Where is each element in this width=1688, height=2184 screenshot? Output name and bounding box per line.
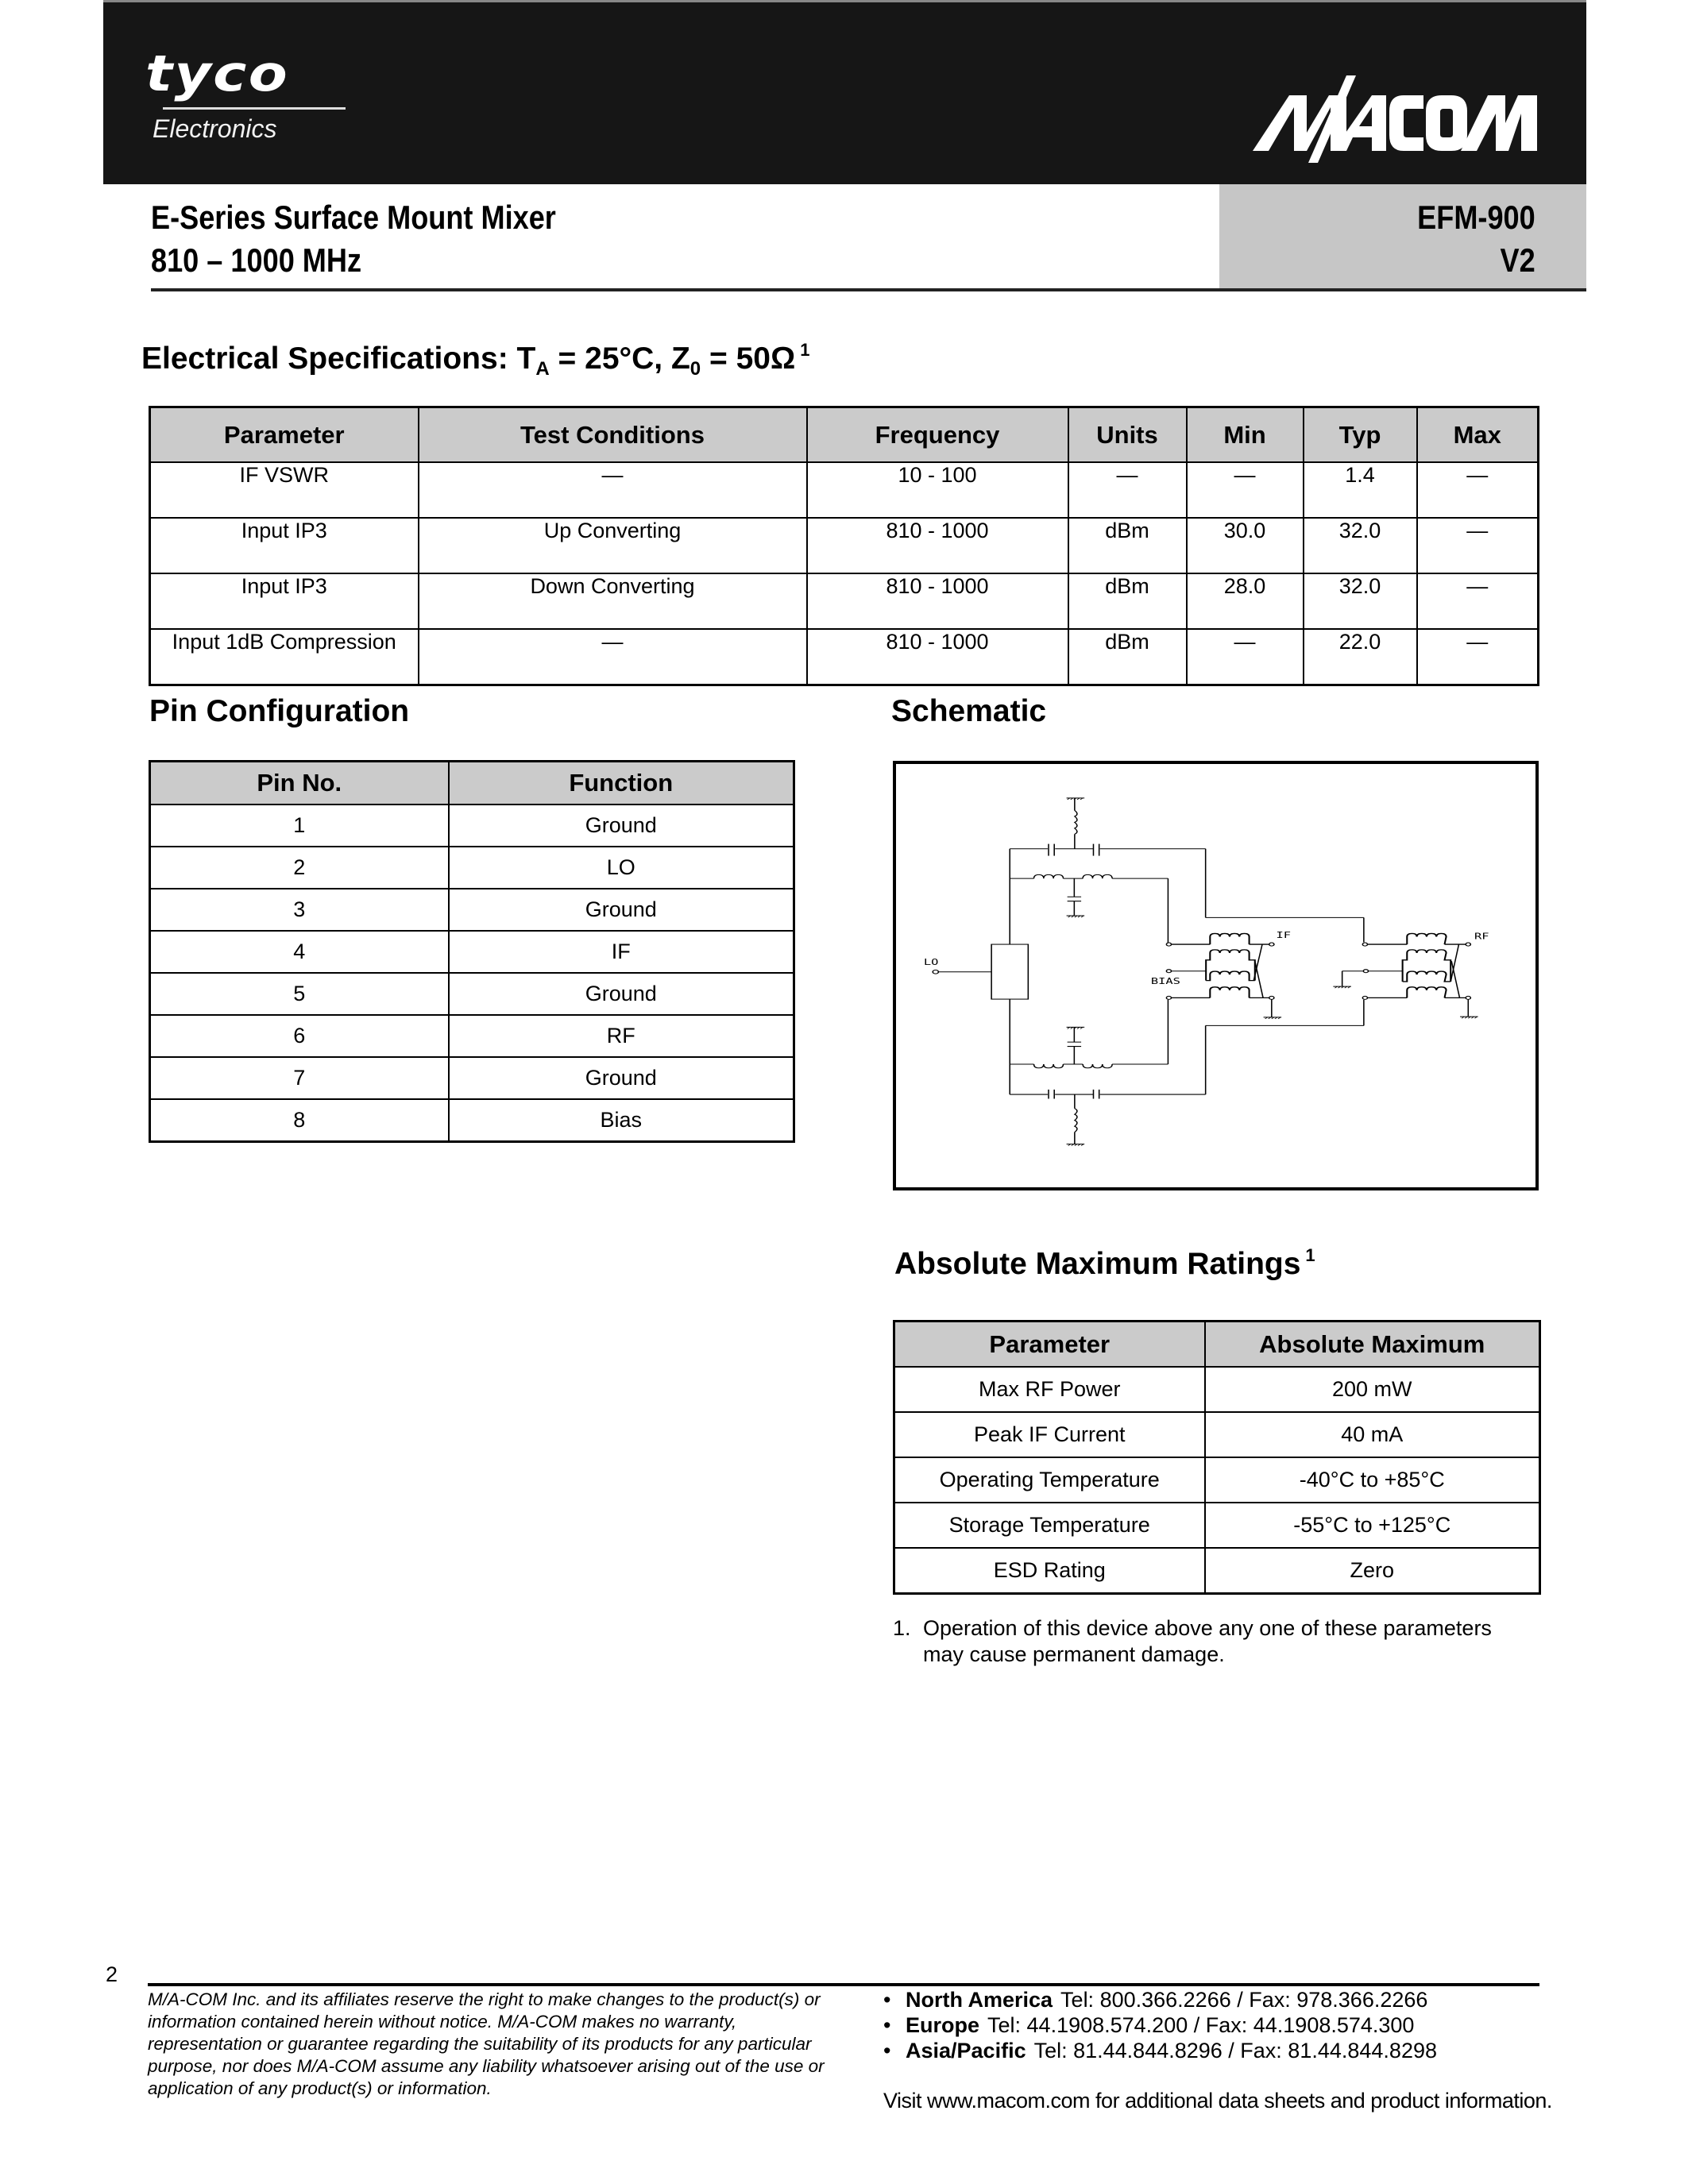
contact-item: [883, 2038, 1437, 2063]
footer-divider: [148, 1983, 1539, 1986]
pin-number: 5: [150, 973, 449, 1015]
column-header: Min: [1187, 407, 1304, 463]
lo-label: LO: [923, 958, 939, 968]
table-row: [150, 889, 794, 931]
contact-region: North America: [906, 1988, 1053, 2012]
pin-number: 7: [150, 1057, 449, 1099]
column-header: Parameter: [894, 1322, 1205, 1368]
page-number: 2: [106, 1962, 118, 1986]
rating-value: 40 mA: [1205, 1412, 1540, 1457]
rating-parameter: ESD Rating: [894, 1548, 1205, 1594]
footnote-marker: 1: [800, 340, 810, 360]
pin-function: LO: [449, 847, 794, 889]
schematic-diagram: [893, 761, 1539, 1190]
abs-max-heading: [894, 1247, 1315, 1279]
contact-details: Tel: 800.366.2266 / Fax: 978.366.2266: [1060, 1988, 1428, 2012]
rating-parameter: Peak IF Current: [894, 1412, 1205, 1457]
bullet-icon: •: [883, 2013, 891, 2037]
table-cell: IF VSWR: [150, 462, 419, 518]
table-cell: 810 - 1000: [807, 518, 1068, 573]
rating-value: -40°C to +85°C: [1205, 1457, 1540, 1503]
rating-value: -55°C to +125°C: [1205, 1503, 1540, 1548]
footnote-marker: 1: [1305, 1245, 1315, 1265]
pin-config-table: [149, 760, 795, 1143]
abs-max-footnote: [893, 1615, 1492, 1668]
pin-function: Ground: [449, 973, 794, 1015]
contact-item: [883, 2012, 1437, 2038]
column-header: Typ: [1304, 407, 1417, 463]
table-row: [894, 1367, 1540, 1412]
table-cell: Input IP3: [150, 518, 419, 573]
rf-label: RF: [1474, 932, 1489, 942]
table-cell: dBm: [1068, 573, 1187, 629]
heading-subscript-a: A: [535, 358, 550, 380]
abs-max-table: [893, 1320, 1541, 1595]
table-header-row: [894, 1322, 1540, 1368]
tyco-electronics-label: Electronics: [153, 114, 277, 143]
table-row: [150, 1057, 794, 1099]
rating-value: Zero: [1205, 1548, 1540, 1594]
macom-logo-icon: [1253, 75, 1539, 163]
pin-function: RF: [449, 1015, 794, 1057]
column-header: Pin No.: [150, 762, 449, 805]
table-cell: dBm: [1068, 518, 1187, 573]
column-header: Parameter: [150, 407, 419, 463]
bullet-icon: •: [883, 1988, 891, 2012]
electrical-specs-heading: [141, 341, 810, 379]
electrical-specs-table: [149, 406, 1539, 686]
pin-number: 1: [150, 805, 449, 847]
pin-number: 4: [150, 931, 449, 973]
table-cell: 810 - 1000: [807, 573, 1068, 629]
table-cell: Input IP3: [150, 573, 419, 629]
table-header-row: [150, 407, 1539, 463]
title-divider: [151, 288, 1586, 291]
frequency-range: 810 – 1000 MHz: [151, 241, 362, 279]
heading-text: = 25°C, Z: [549, 341, 690, 376]
table-row: [150, 1015, 794, 1057]
footnote-text: may cause permanent damage.: [923, 1642, 1225, 1666]
column-header: Absolute Maximum: [1205, 1322, 1540, 1368]
table-cell: Up Converting: [419, 518, 807, 573]
tyco-logo: tyco: [145, 44, 290, 102]
table-cell: 1.4: [1304, 462, 1417, 518]
table-cell: —: [1187, 462, 1304, 518]
website-note: Visit www.macom.com for additional data sheets and product information.: [883, 2089, 1552, 2113]
table-row: [894, 1548, 1540, 1594]
mixer-schematic-icon: [896, 764, 1535, 1187]
table-cell: —: [419, 629, 807, 685]
table-cell: Input 1dB Compression: [150, 629, 419, 685]
table-row: [150, 518, 1539, 573]
if-label: IF: [1276, 931, 1292, 941]
footnote-number: 1.: [893, 1616, 911, 1640]
heading-text: = 50Ω: [701, 341, 796, 376]
table-cell: —: [1417, 573, 1539, 629]
heading-text: Absolute Maximum Ratings: [894, 1247, 1301, 1281]
product-line: E-Series Surface Mount Mixer: [151, 199, 556, 236]
table-cell: —: [419, 462, 807, 518]
pin-number: 6: [150, 1015, 449, 1057]
bias-label: BIAS: [1150, 977, 1180, 987]
rating-parameter: Storage Temperature: [894, 1503, 1205, 1548]
pin-function: Ground: [449, 1057, 794, 1099]
table-row: [894, 1457, 1540, 1503]
table-cell: —: [1417, 518, 1539, 573]
table-cell: 32.0: [1304, 518, 1417, 573]
column-header: Max: [1417, 407, 1539, 463]
contact-region: Asia/Pacific: [906, 2039, 1026, 2062]
table-cell: 32.0: [1304, 573, 1417, 629]
rating-parameter: Max RF Power: [894, 1367, 1205, 1412]
contact-region: Europe: [906, 2013, 980, 2037]
table-row: [150, 847, 794, 889]
table-cell: Down Converting: [419, 573, 807, 629]
table-header-row: [150, 762, 794, 805]
contact-details: Tel: 81.44.844.8296 / Fax: 81.44.844.8298: [1033, 2039, 1437, 2062]
table-row: [150, 629, 1539, 685]
table-cell: dBm: [1068, 629, 1187, 685]
column-header: Function: [449, 762, 794, 805]
tyco-logo-rule: [163, 107, 346, 110]
table-cell: —: [1187, 629, 1304, 685]
contact-list: [883, 1987, 1437, 2063]
part-info: [1417, 196, 1535, 282]
table-cell: —: [1068, 462, 1187, 518]
part-number: EFM-900: [1417, 199, 1535, 236]
pin-function: Bias: [449, 1099, 794, 1142]
table-cell: —: [1417, 462, 1539, 518]
product-title: [151, 196, 556, 282]
table-row: [150, 573, 1539, 629]
table-cell: 22.0: [1304, 629, 1417, 685]
table-row: [150, 973, 794, 1015]
table-cell: 28.0: [1187, 573, 1304, 629]
table-row: [150, 805, 794, 847]
contact-item: [883, 1987, 1437, 2012]
table-cell: 30.0: [1187, 518, 1304, 573]
legal-disclaimer: M/A-COM Inc. and its affiliates reserve the right to make changes to the product(s) or information contained herein without notice. M/A-COM makes no warranty, representation or guarantee regarding the suitability of its products for any particular purpose, nor does M/A-COM assume any liability whatsoever arising out of the use or application of any product(s) or information.: [148, 1989, 825, 2098]
schematic-heading: Schematic: [891, 694, 1047, 728]
pin-function: Ground: [449, 805, 794, 847]
column-header: Test Conditions: [419, 407, 807, 463]
pin-config-heading: Pin Configuration: [149, 694, 410, 728]
pin-number: 8: [150, 1099, 449, 1142]
footnote-text: Operation of this device above any one of these parameters: [923, 1616, 1492, 1640]
pin-function: IF: [449, 931, 794, 973]
table-row: [894, 1503, 1540, 1548]
pin-number: 2: [150, 847, 449, 889]
column-header: Units: [1068, 407, 1187, 463]
rating-parameter: Operating Temperature: [894, 1457, 1205, 1503]
heading-subscript-0: 0: [689, 358, 701, 380]
table-cell: 10 - 100: [807, 462, 1068, 518]
table-row: [150, 462, 1539, 518]
table-row: [894, 1412, 1540, 1457]
column-header: Frequency: [807, 407, 1068, 463]
pin-function: Ground: [449, 889, 794, 931]
table-cell: 810 - 1000: [807, 629, 1068, 685]
table-row: [150, 931, 794, 973]
version: V2: [1500, 241, 1535, 279]
heading-text: Electrical Specifications: T: [141, 341, 536, 376]
pin-number: 3: [150, 889, 449, 931]
contact-details: Tel: 44.1908.574.200 / Fax: 44.1908.574.300: [987, 2013, 1415, 2037]
rating-value: 200 mW: [1205, 1367, 1540, 1412]
table-cell: —: [1417, 629, 1539, 685]
table-row: [150, 1099, 794, 1142]
bullet-icon: •: [883, 2039, 891, 2062]
